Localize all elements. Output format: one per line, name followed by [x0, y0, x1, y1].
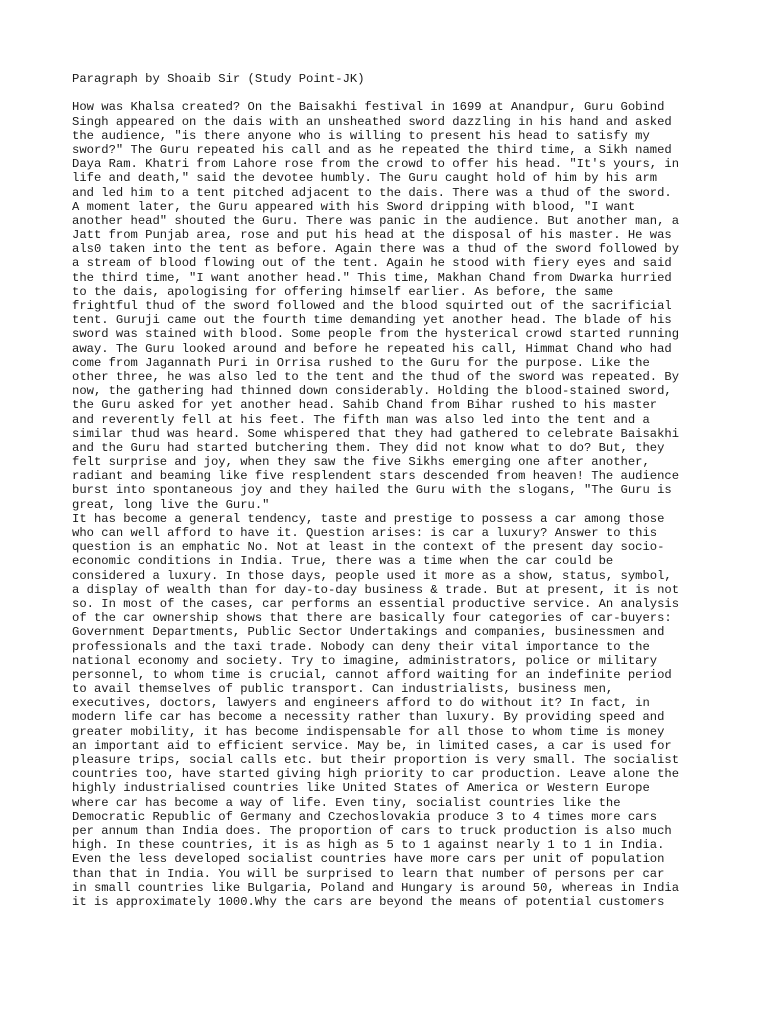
document-page — [72, 72, 712, 909]
text-line: Government Departments, Public Sector Undertakings and companies, businessmen and — [72, 625, 665, 640]
text-line: the audience, "is there anyone who is willing to present his head to satisfy my — [72, 128, 650, 143]
text-line: an important aid to efficient service. May be, in limited cases, a car is used for — [72, 738, 672, 753]
text-line: considered a luxury. In those days, people used it more as a show, status, symbol, — [72, 568, 672, 583]
text-line: life and death," said the devotee humbly. The Guru caught hold of him by his arm — [72, 171, 658, 186]
text-line: another head" shouted the Guru. There was panic in the audience. But another man, a — [72, 213, 680, 228]
text-line: sword was stained with blood. Some people from the hysterical crowd started running — [72, 327, 680, 342]
text-line: away. The Guru looked around and before he repeated his call, Himmat Chand who had — [72, 341, 672, 356]
text-line: A moment later, the Guru appeared with his Sword dripping with blood, "I want — [72, 199, 636, 214]
text-line: a display of wealth than for day-to-day business & trade. But at present, it is not — [72, 582, 680, 597]
text-line: national economy and society. Try to imagine, administrators, police or military — [72, 653, 658, 668]
text-line: tent. Guruji came out the fourth time demanding yet another head. The blade of his — [72, 313, 672, 328]
text-line: who can well afford to have it. Question arises: is car a luxury? Answer to this — [72, 526, 658, 541]
text-line: now, the gathering had thinned down considerably. Holding the blood-stained sword, — [72, 384, 672, 399]
text-line: radiant and beaming like five resplendent stars descended from heaven! The audience — [72, 469, 680, 484]
text-line: to the dais, apologising for offering himself earlier. As before, the same — [72, 284, 614, 299]
text-line: great, long live the Guru." — [72, 497, 270, 512]
text-line: in small countries like Bulgaria, Poland and Hungary is around 50, whereas in India — [72, 880, 680, 895]
text-line: of the car ownership shows that there are basically four categories of car-buyers: — [72, 611, 672, 626]
document-heading: Paragraph by Shoaib Sir (Study Point-JK) — [72, 72, 365, 86]
text-line: per annum than India does. The proportion of cars to truck production is also much — [72, 823, 672, 838]
text-line: to avail themselves of public transport. Can industrialists, business men, — [72, 682, 614, 697]
text-line: sword?" The Guru repeated his call and as he repeated the third time, a Sikh named — [72, 142, 672, 157]
text-line: frightful thud of the sword followed and the blood squirted out of the sacrificial — [72, 299, 672, 314]
text-line: similar thud was heard. Some whispered that they had gathered to celebrate Baisakhi — [72, 426, 680, 441]
text-line: question is an emphatic No. Not at least in the context of the present day socio- — [72, 540, 665, 555]
document-body — [72, 100, 712, 909]
text-line: How was Khalsa created? On the Baisakhi festival in 1699 at Anandpur, Guru Gobind — [72, 100, 665, 115]
text-line: it is approximately 1000.Why the cars are beyond the means of potential customers — [72, 894, 665, 909]
text-line: felt surprise and joy, when they saw the five Sikhs emerging one after another, — [72, 455, 650, 470]
text-line: the Guru asked for yet another head. Sahib Chand from Bihar rushed to his master — [72, 398, 658, 413]
text-line: als0 taken into the tent as before. Again there was a thud of the sword followed by — [72, 242, 680, 257]
text-line: where car has become a way of life. Even tiny, socialist countries like the — [72, 795, 621, 810]
text-line: Singh appeared on the dais with an unsheathed sword dazzling in his hand and asked — [72, 114, 672, 129]
text-line: burst into spontaneous joy and they hailed the Guru with the slogans, "The Guru is — [72, 483, 672, 498]
text-line: a stream of blood flowing out of the tent. Again he stood with fiery eyes and said — [72, 256, 672, 271]
text-line: the third time, "I want another head." This time, Makhan Chand from Dwarka hurried — [72, 270, 672, 285]
text-line: economic conditions in India. True, there was a time when the car could be — [72, 554, 614, 569]
text-line: come from Jagannath Puri in Orrisa rushed to the Guru for the purpose. Like the — [72, 355, 650, 370]
text-line: modern life car has become a necessity rather than luxury. By providing speed and — [72, 710, 665, 725]
text-line: professionals and the taxi trade. Nobody can deny their vital importance to the — [72, 639, 650, 654]
text-line: Daya Ram. Khatri from Lahore rose from the crowd to offer his head. "It's yours, in — [72, 157, 680, 172]
text-line: than that in India. You will be surprised to learn that number of persons per car — [72, 866, 665, 881]
text-line: so. In most of the cases, car performs an essential productive service. An analysis — [72, 596, 680, 611]
text-line: Democratic Republic of Germany and Czechoslovakia produce 3 to 4 times more cars — [72, 809, 658, 824]
text-line: personnel, to whom time is crucial, cannot afford waiting for an indefinite period — [72, 667, 672, 682]
text-line: pleasure trips, social calls etc. but their proportion is very small. The socialist — [72, 753, 680, 768]
text-line: greater mobility, it has become indispensable for all those to whom time is money — [72, 724, 665, 739]
text-line: and reverently fell at his feet. The fifth man was also led into the tent and a — [72, 412, 650, 427]
text-line: high. In these countries, it is as high as 5 to 1 against nearly 1 to 1 in India. — [72, 838, 665, 853]
text-line: Even the less developed socialist countries have more cars per unit of population — [72, 852, 665, 867]
text-line: executives, doctors, lawyers and engineers afford to do without it? In fact, in — [72, 696, 650, 711]
blank-line — [72, 86, 712, 100]
text-line: and led him to a tent pitched adjacent to the dais. There was a thud of the sword. — [72, 185, 672, 200]
text-line: It has become a general tendency, taste and prestige to possess a car among those — [72, 511, 665, 526]
text-line: countries too, have started giving high priority to car production. Leave alone the — [72, 767, 680, 782]
text-line: and the Guru had started butchering them. They did not know what to do? But, they — [72, 440, 665, 455]
text-line: other three, he was also led to the tent and the thud of the sword was repeated. By — [72, 369, 680, 384]
text-line: highly industrialised countries like United States of America or Western Europe — [72, 781, 650, 796]
text-line: Jatt from Punjab area, rose and put his head at the disposal of his master. He was — [72, 228, 672, 243]
